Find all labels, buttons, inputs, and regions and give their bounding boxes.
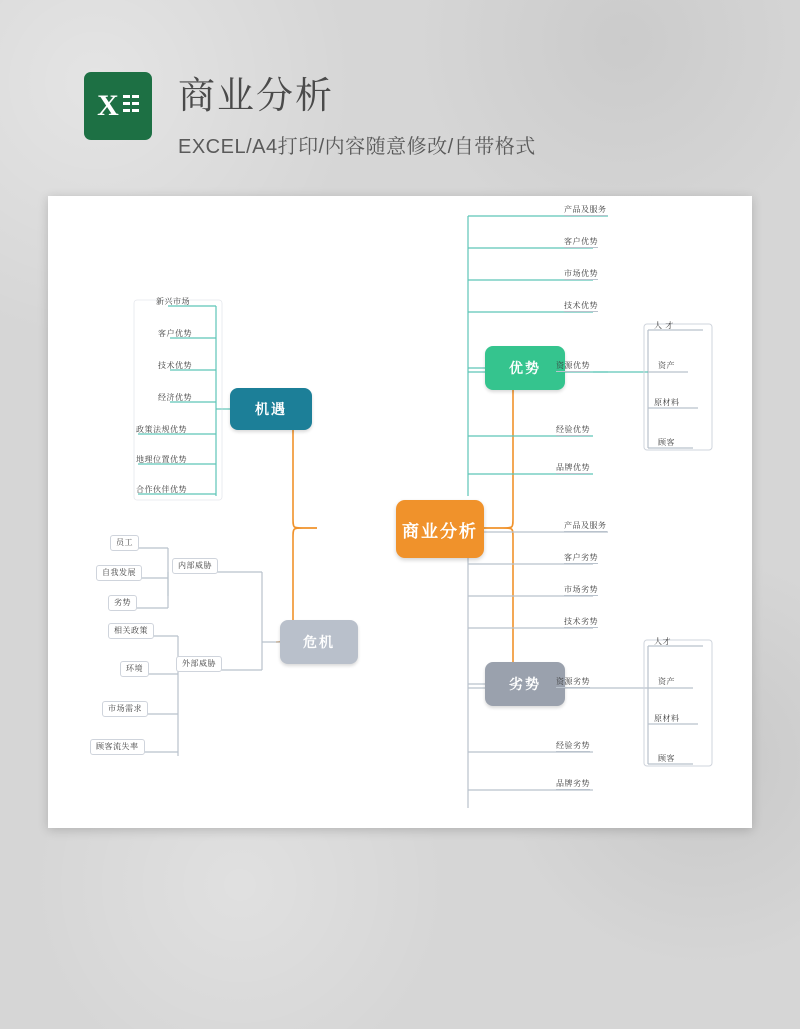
leaf-crisis-external-2[interactable]: 市场需求 <box>102 701 148 717</box>
mindmap-node-weakness-label: 劣势 <box>509 676 541 692</box>
mindmap-node-crisis-label: 危机 <box>303 634 335 650</box>
leaf-strength-2[interactable]: 市场优势 <box>564 269 598 278</box>
leaf-crisis-external[interactable]: 外部威胁 <box>176 656 222 672</box>
leaf-strength-4[interactable]: 资源优势 <box>556 361 590 370</box>
leaf-opportunity-4[interactable]: 政策法规优势 <box>136 425 187 434</box>
leaf-crisis-external-3[interactable]: 顾客流失率 <box>90 739 145 755</box>
leaf-strength-resource-0[interactable]: 人 才 <box>654 321 674 330</box>
leaf-opportunity-1[interactable]: 客户优势 <box>158 329 192 338</box>
leaf-crisis-internal-0[interactable]: 员工 <box>110 535 139 551</box>
leaf-crisis-internal-2[interactable]: 劣势 <box>108 595 137 611</box>
leaf-weakness-3[interactable]: 技术劣势 <box>564 617 598 626</box>
mindmap-node-strength[interactable] <box>485 346 565 390</box>
leaf-weakness-resource-0[interactable]: 人才 <box>654 637 671 646</box>
leaf-weakness-6[interactable]: 品牌劣势 <box>556 779 590 788</box>
leaf-strength-1[interactable]: 客户优势 <box>564 237 598 246</box>
leaf-opportunity-5[interactable]: 地理位置优势 <box>136 455 187 464</box>
mindmap-node-opportunity-label: 机遇 <box>255 401 287 417</box>
mindmap-root-label: 商业分析 <box>402 521 478 541</box>
excel-icon-grid <box>123 95 139 117</box>
leaf-strength-resource-2[interactable]: 原材料 <box>654 398 680 407</box>
leaf-weakness-resource-3[interactable]: 顾客 <box>658 754 675 763</box>
page-title: 商业分析 <box>178 75 334 116</box>
leaf-weakness-1[interactable]: 客户劣势 <box>564 553 598 562</box>
page-subtitle: EXCEL/A4打印/内容随意修改/自带格式 <box>178 136 536 159</box>
leaf-weakness-0[interactable]: 产品及服务 <box>564 521 607 530</box>
leaf-weakness-resource-1[interactable]: 资产 <box>658 677 675 686</box>
mindmap-node-strength-label: 优势 <box>509 360 541 376</box>
leaf-opportunity-2[interactable]: 技术优势 <box>158 361 192 370</box>
mindmap-node-opportunity[interactable] <box>230 388 312 430</box>
leaf-weakness-2[interactable]: 市场劣势 <box>564 585 598 594</box>
leaf-opportunity-6[interactable]: 合作伙伴优势 <box>136 485 187 494</box>
leaf-crisis-internal-1[interactable]: 自我发展 <box>96 565 142 581</box>
excel-icon <box>84 72 152 140</box>
mindmap-root-node[interactable] <box>396 500 484 558</box>
leaf-crisis-external-0[interactable]: 相关政策 <box>108 623 154 639</box>
header-text-group <box>178 72 536 159</box>
leaf-weakness-5[interactable]: 经验劣势 <box>556 741 590 750</box>
leaf-opportunity-0[interactable]: 新兴市场 <box>156 297 190 306</box>
mindmap-canvas <box>48 196 752 828</box>
excel-icon-letter: X <box>97 89 139 123</box>
leaf-opportunity-3[interactable]: 经济优势 <box>158 393 192 402</box>
page-header <box>84 72 536 159</box>
leaf-strength-3[interactable]: 技术优势 <box>564 301 598 310</box>
leaf-strength-resource-1[interactable]: 资产 <box>658 361 675 370</box>
leaf-crisis-external-1[interactable]: 环境 <box>120 661 149 677</box>
leaf-weakness-resource-2[interactable]: 原材料 <box>654 714 680 723</box>
leaf-strength-0[interactable]: 产品及服务 <box>564 205 607 214</box>
mindmap-node-weakness[interactable] <box>485 662 565 706</box>
leaf-strength-5[interactable]: 经验优势 <box>556 425 590 434</box>
mindmap-node-crisis[interactable] <box>280 620 358 664</box>
leaf-crisis-internal[interactable]: 内部威胁 <box>172 558 218 574</box>
leaf-weakness-4[interactable]: 资源劣势 <box>556 677 590 686</box>
leaf-strength-resource-3[interactable]: 顾客 <box>658 438 675 447</box>
document-sheet <box>48 196 752 828</box>
leaf-strength-6[interactable]: 品牌优势 <box>556 463 590 472</box>
